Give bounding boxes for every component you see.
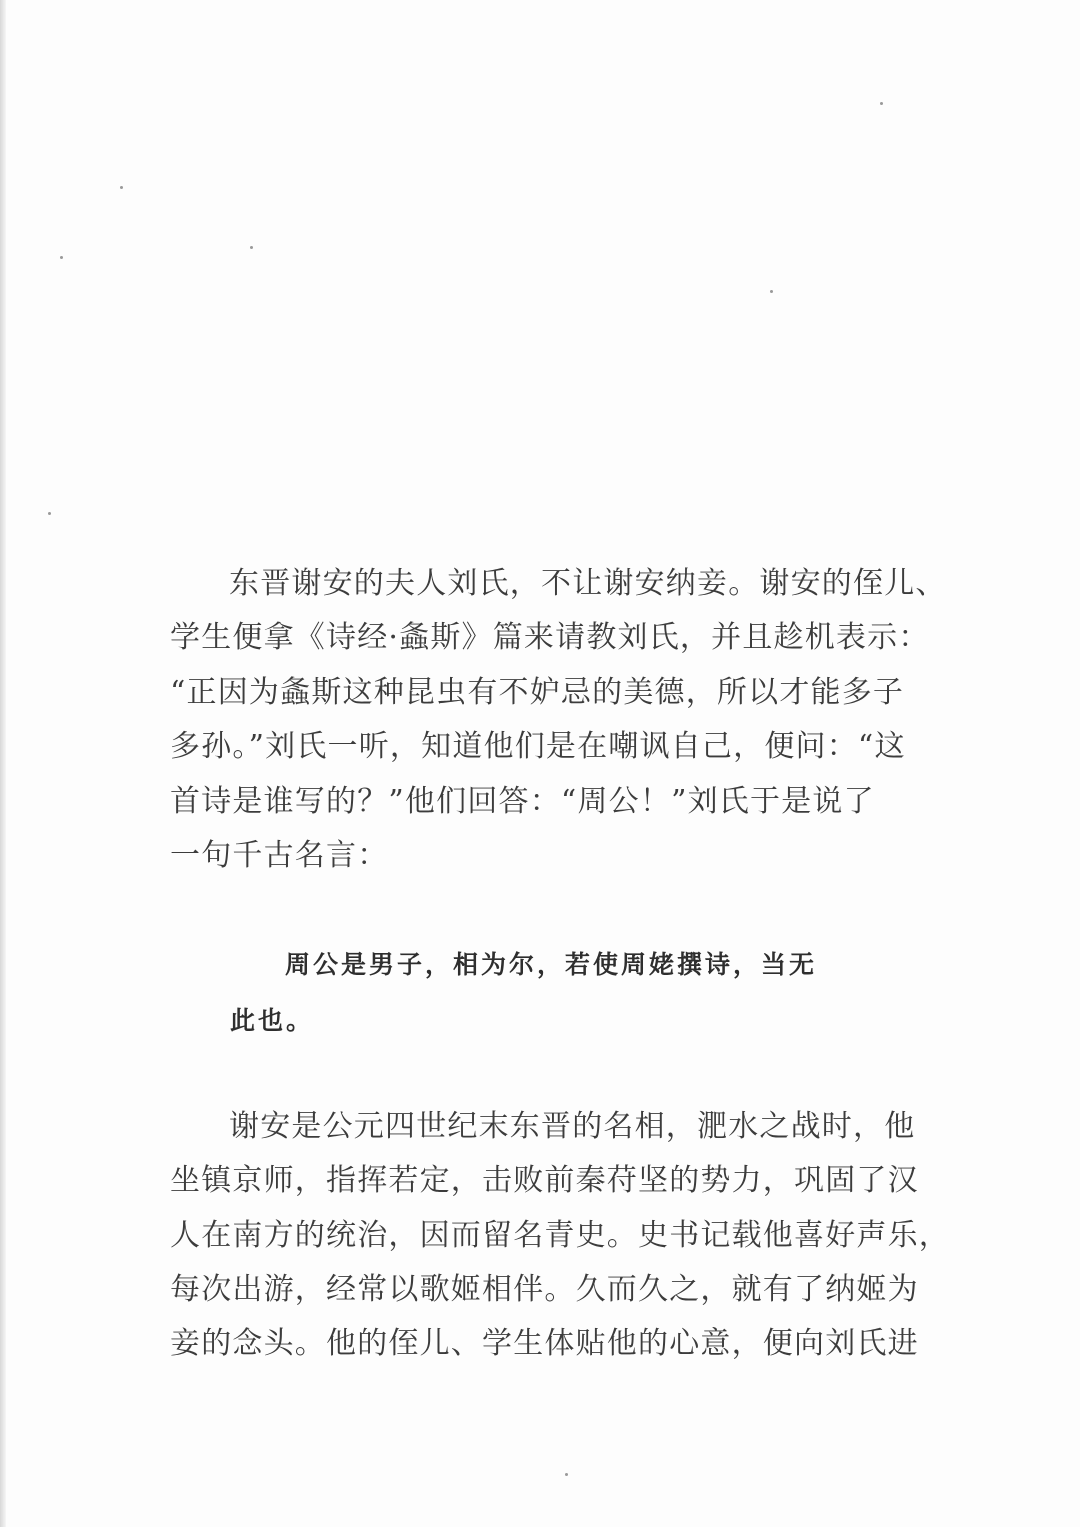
- paragraph-2-line: 人在南方的统治，因而留名青史。史书记载他喜好声乐，: [170, 1218, 950, 1253]
- paragraph-1-line: “正因为螽斯这种昆虫有不妒忌的美德，所以才能多子: [170, 675, 905, 710]
- paragraph-1-line: 学生便拿《诗经·螽斯》篇来请教刘氏，并且趁机表示：: [170, 620, 930, 655]
- paragraph-2-line: 妾的念头。他的侄儿、学生体贴他的心意，便向刘氏进: [170, 1326, 919, 1361]
- paragraph-2-line: 谢安是公元四世纪末东晋的名相，淝水之战时，他: [229, 1109, 916, 1144]
- scan-speck: [880, 102, 883, 105]
- paragraph-2-line: 坐镇京师，指挥若定，击败前秦苻坚的势力，巩固了汉: [170, 1163, 919, 1198]
- paragraph-2-line: 每次出游，经常以歌姬相伴。久而久之，就有了纳姬为: [170, 1272, 919, 1307]
- paragraph-1-line: 多孙。”刘氏一听，知道他们是在嘲讽自己，便问：“这: [170, 729, 906, 764]
- scan-speck: [770, 290, 773, 293]
- paragraph-1-line: 东晋谢安的夫人刘氏，不让谢安纳妾。谢安的侄儿、: [229, 566, 947, 601]
- scan-speck: [60, 256, 63, 259]
- quote-line: 此也。: [230, 1006, 315, 1035]
- paragraph-1-line: 首诗是谁写的？”他们回答：“周公！”刘氏于是说了: [170, 784, 875, 819]
- scan-speck: [48, 512, 51, 515]
- scan-speck: [565, 1473, 568, 1476]
- scan-speck: [250, 246, 253, 249]
- paragraph-1-line: 一句千古名言：: [170, 838, 389, 873]
- page-edge-shadow: [0, 0, 6, 1527]
- scan-speck: [120, 186, 123, 189]
- quote-line: 周公是男子，相为尔，若使周姥撰诗，当无: [285, 950, 818, 979]
